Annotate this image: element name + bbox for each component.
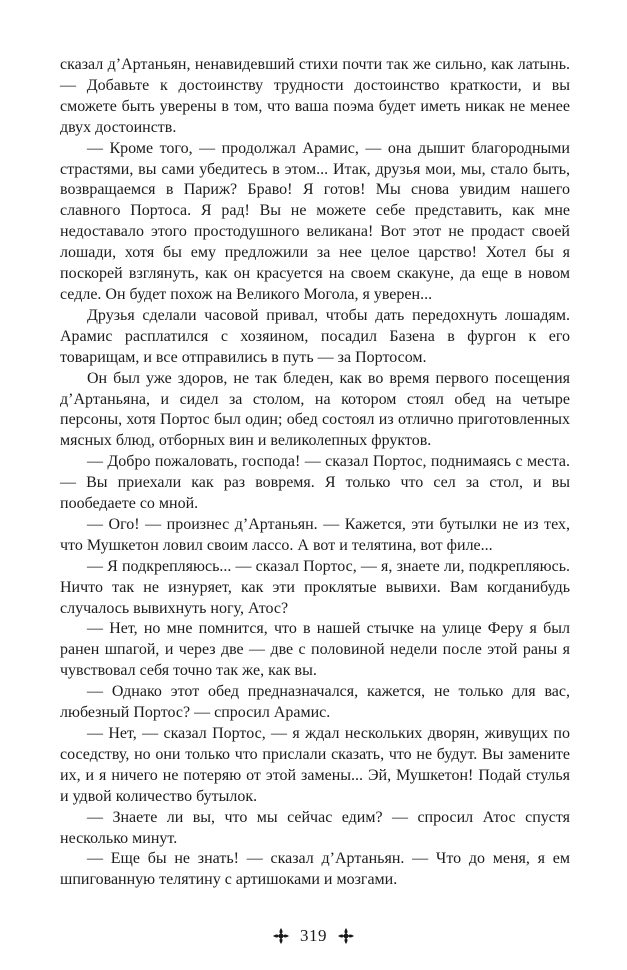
paragraph: — Однако этот обед предназначался, кажется, не только для вас, любезный Портос? — спросил Арамис. — [60, 683, 570, 722]
paragraph: — Добро пожаловать, господа! — сказал Портос, поднимаясь с места. — Вы приехали как раз вовремя. Я только что сел за стол, и вы пообедаете со мной. — [60, 453, 570, 513]
paragraph: Он был уже здоров, не так бледен, как во время первого посещения д’Артаньяна, и сидел за столом, на котором стоял обед на четыре персоны, хотя Портос был один; обед состоял из отлично приготовленных мясных блюд, отборных вин и великолепных фруктов. — [60, 369, 570, 450]
page-body — [60, 55, 570, 891]
paragraph: — Нет, — сказал Портос, — я ждал нескольких дворян, живущих по соседству, но они только что прислали сказать, что не будут. Вы замените их, и я ничего не потеряю от этой замены... Эй, Мушкетон! Подай стулья и удвой количество бутылок. — [60, 725, 570, 805]
paragraph: Друзья сделали часовой привал, чтобы дать передохнуть лошадям. Арамис расплатился с хозяином, посадил Базена в фургон к его товарищам, и все отправились в путь — за Портосом. — [60, 306, 570, 366]
paragraph: — Еще бы не знать! — сказал д’Артаньян. — Что до меня, я ем шпигованную телятину с артишоками и мозгами. — [60, 850, 570, 889]
paragraph: — Нет, но мне помнится, что в нашей стычке на улице Феру я был ранен шпагой, и через две — две с половиной недели после этой раны я чувствовал себя точно так же, как вы. — [60, 620, 570, 680]
fleuron-right-icon — [337, 927, 355, 945]
paragraph: — Знаете ли вы, что мы сейчас едим? — спросил Атос спустя несколько минут. — [60, 808, 570, 847]
paragraph: сказал д’Артаньян, ненавидевший стихи почти так же сильно, как латынь. — Добавьте к достоинству трудности достоинство краткости, и вы сможете быть уверены в том, что ваша поэма будет иметь никак не менее двух достоинств. — [60, 56, 570, 136]
page-footer — [0, 925, 627, 946]
fleuron-left-icon — [272, 927, 290, 945]
paragraph: — Ого! — произнес д’Артаньян. — Кажется, эти бутылки не из тех, что Мушкетон ловил своим лассо. А вот и телятина, вот филе... — [60, 515, 570, 554]
page-number: 319 — [300, 926, 327, 946]
paragraph: — Я подкрепляюсь... — сказал Портос, — я, знаете ли, подкрепляюсь. Ничто так не изнуряет, как эти проклятые вывихи. Вам когданибудь случалось вывихнуть ногу, Атос? — [60, 557, 570, 617]
paragraph: — Кроме того, — продолжал Арамис, — она дышит благородными страстями, вы сами убедитесь в этом... Итак, друзья мои, мы, стало быть, возвращаемся в Париж? Браво! Я готов! Мы снова увидим нашего славного Портоса. Я рад! Вы не можете себе представить, как мне недоставало этого простодушного великана! Вот этот не продаст своей лошади, хотя бы ему предложили за нее целое царство! Хотел бы я поскорей взглянуть, как он красуется на своем скакуне, да еще в новом седле. Он будет похож на Великого Могола, я уверен... — [60, 139, 570, 303]
